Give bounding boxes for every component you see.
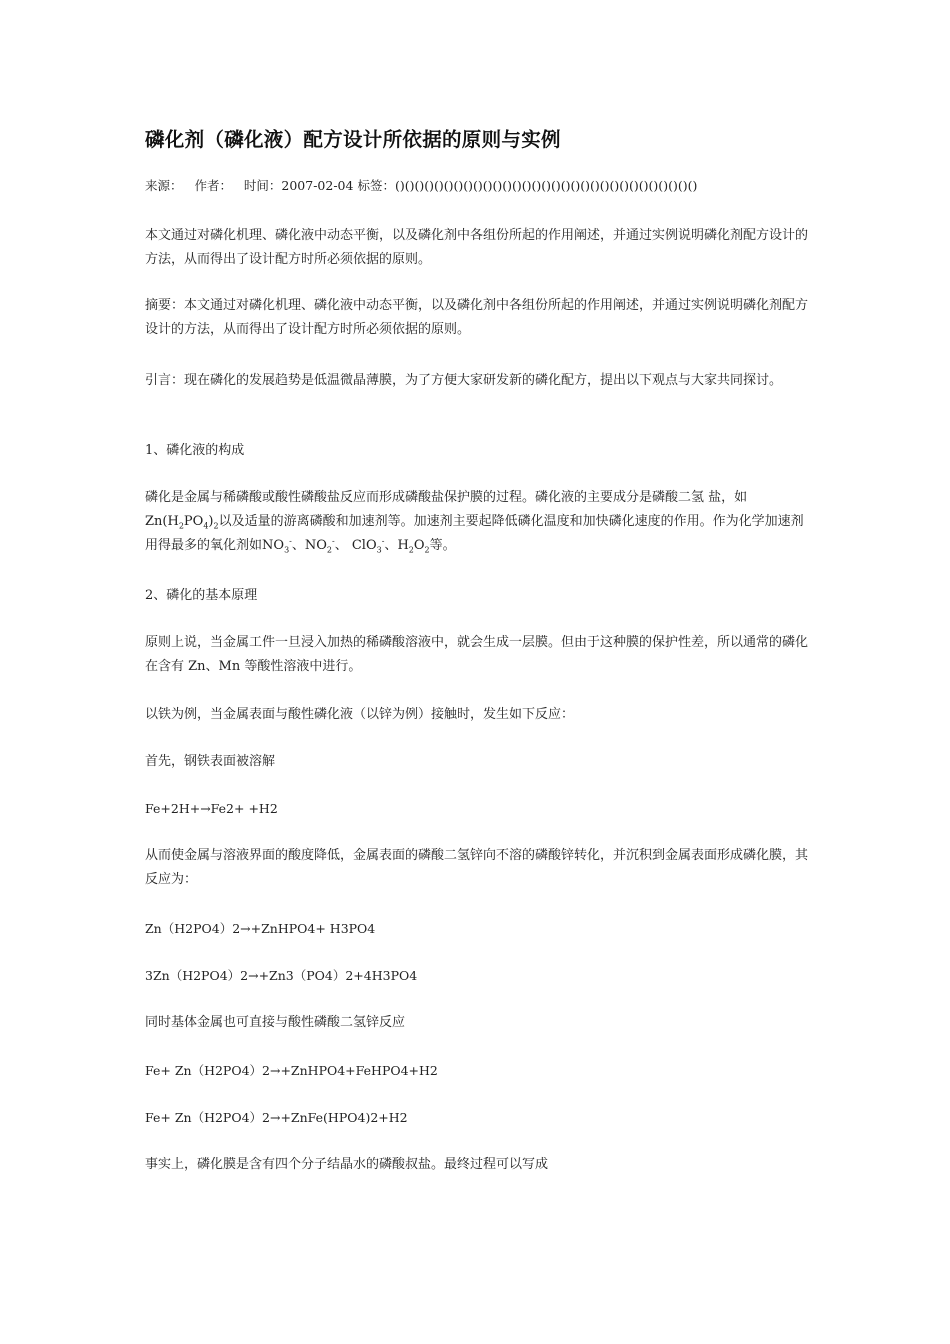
equation-1: Fe+2H+→Fe2+ +H2 xyxy=(145,801,278,816)
equation-5: Fe+ Zn（H2PO4）2→+ZnFe(HPO4)2+H2 xyxy=(145,1110,408,1125)
article-meta xyxy=(145,174,810,197)
equation-3: 3Zn（H2PO4）2→+Zn3（PO4）2+4H3PO4 xyxy=(145,968,418,983)
section-1-body: 磷化是金属与稀磷酸或酸性磷酸盐反应而形成磷酸盐保护膜的过程。磷化液的主要成分是磷酸二氢 盐，如$Zn(H_2PO_4)_2$以及适量的游离磷酸和加速剂等。加速剂主要起降低磷化温度和加快磷化速度的作用。作为化学加速剂用得最多的氧化剂如$NO_3^-$、$NO_2^-$、 ClO$_3$-、$H_2O_2$等。 xyxy=(145,490,804,555)
equation-4: Fe+ Zn（H2PO4）2→+ZnHPO4+FeHPO4+H2 xyxy=(145,1063,438,1078)
formula-clo3: ClO$_3$- xyxy=(351,536,385,555)
tags-label: 标签： xyxy=(357,178,395,193)
time-label: 时间： xyxy=(243,178,282,193)
principle-paragraph: 原则上说，当金属工件一旦浸入加热的稀磷酸溶液中，就会生成一层膜。但由于这种膜的保护性差，所以通常的磷化在含有 Zn、Mn 等酸性溶液中进行。 xyxy=(145,635,809,674)
acidity-paragraph: 从而使金属与溶液界面的酸度降低，金属表面的磷酸二氢锌向不溶的磷酸锌转化，并沉积到金属表面形成磷化膜，其反应为： xyxy=(145,848,809,887)
section-1-heading: 1、磷化液的构成 xyxy=(145,443,245,458)
equation-2: Zn（H2PO4）2→+ZnHPO4+ H3PO4 xyxy=(145,921,376,936)
final-paragraph: 事实上，磷化膜是含有四个分子结晶水的磷酸叔盐。最终过程可以写成 xyxy=(145,1157,549,1172)
abstract-paragraph: 摘要：本文通过对磷化机理、磷化液中动态平衡，以及磷化剂中各组份所起的作用阐述，并通过实例说明磷化剂配方设计的方法，从而得出了设计配方时所必须依据的原则。 xyxy=(145,298,809,337)
direct-reaction-paragraph: 同时基体金属也可直接与酸性磷酸二氢锌反应 xyxy=(145,1015,406,1030)
source-label: 来源： xyxy=(145,178,183,193)
publish-date: 2007-02-04 xyxy=(281,178,354,193)
iron-example-paragraph: 以铁为例，当金属表面与酸性磷化液（以锌为例）接触时，发生如下反应： xyxy=(145,707,575,722)
intro-paragraph: 本文通过对磷化机理、磷化液中动态平衡，以及磷化剂中各组份所起的作用阐述，并通过实例说明磷化剂配方设计的方法，从而得出了设计配方时所必须依据的原则。 xyxy=(145,228,809,267)
first-step-paragraph: 首先，钢铁表面被溶解 xyxy=(145,754,276,769)
formula-h2o2: $H_2O_2$ xyxy=(397,538,430,555)
formula-no2: $NO_2^-$ xyxy=(304,536,335,555)
formula-zn-h2po4: $Zn(H_2PO_4)_2$ xyxy=(145,514,219,531)
author-label: 作者： xyxy=(194,178,232,193)
formula-no3: $NO_3^-$ xyxy=(262,536,292,555)
tags-list[interactable]: ()()()()()()()()()()()()()()()()()()()()()()()()()()()()()()() xyxy=(394,178,698,193)
preface-paragraph: 引言：现在磷化的发展趋势是低温微晶薄膜，为了方便大家研发新的磷化配方，提出以下观点与大家共同探讨。 xyxy=(145,373,783,388)
page-title: 磷化剂（磷化液）配方设计所依据的原则与实例 xyxy=(145,128,561,151)
section-2-heading: 2、磷化的基本原理 xyxy=(145,588,258,603)
